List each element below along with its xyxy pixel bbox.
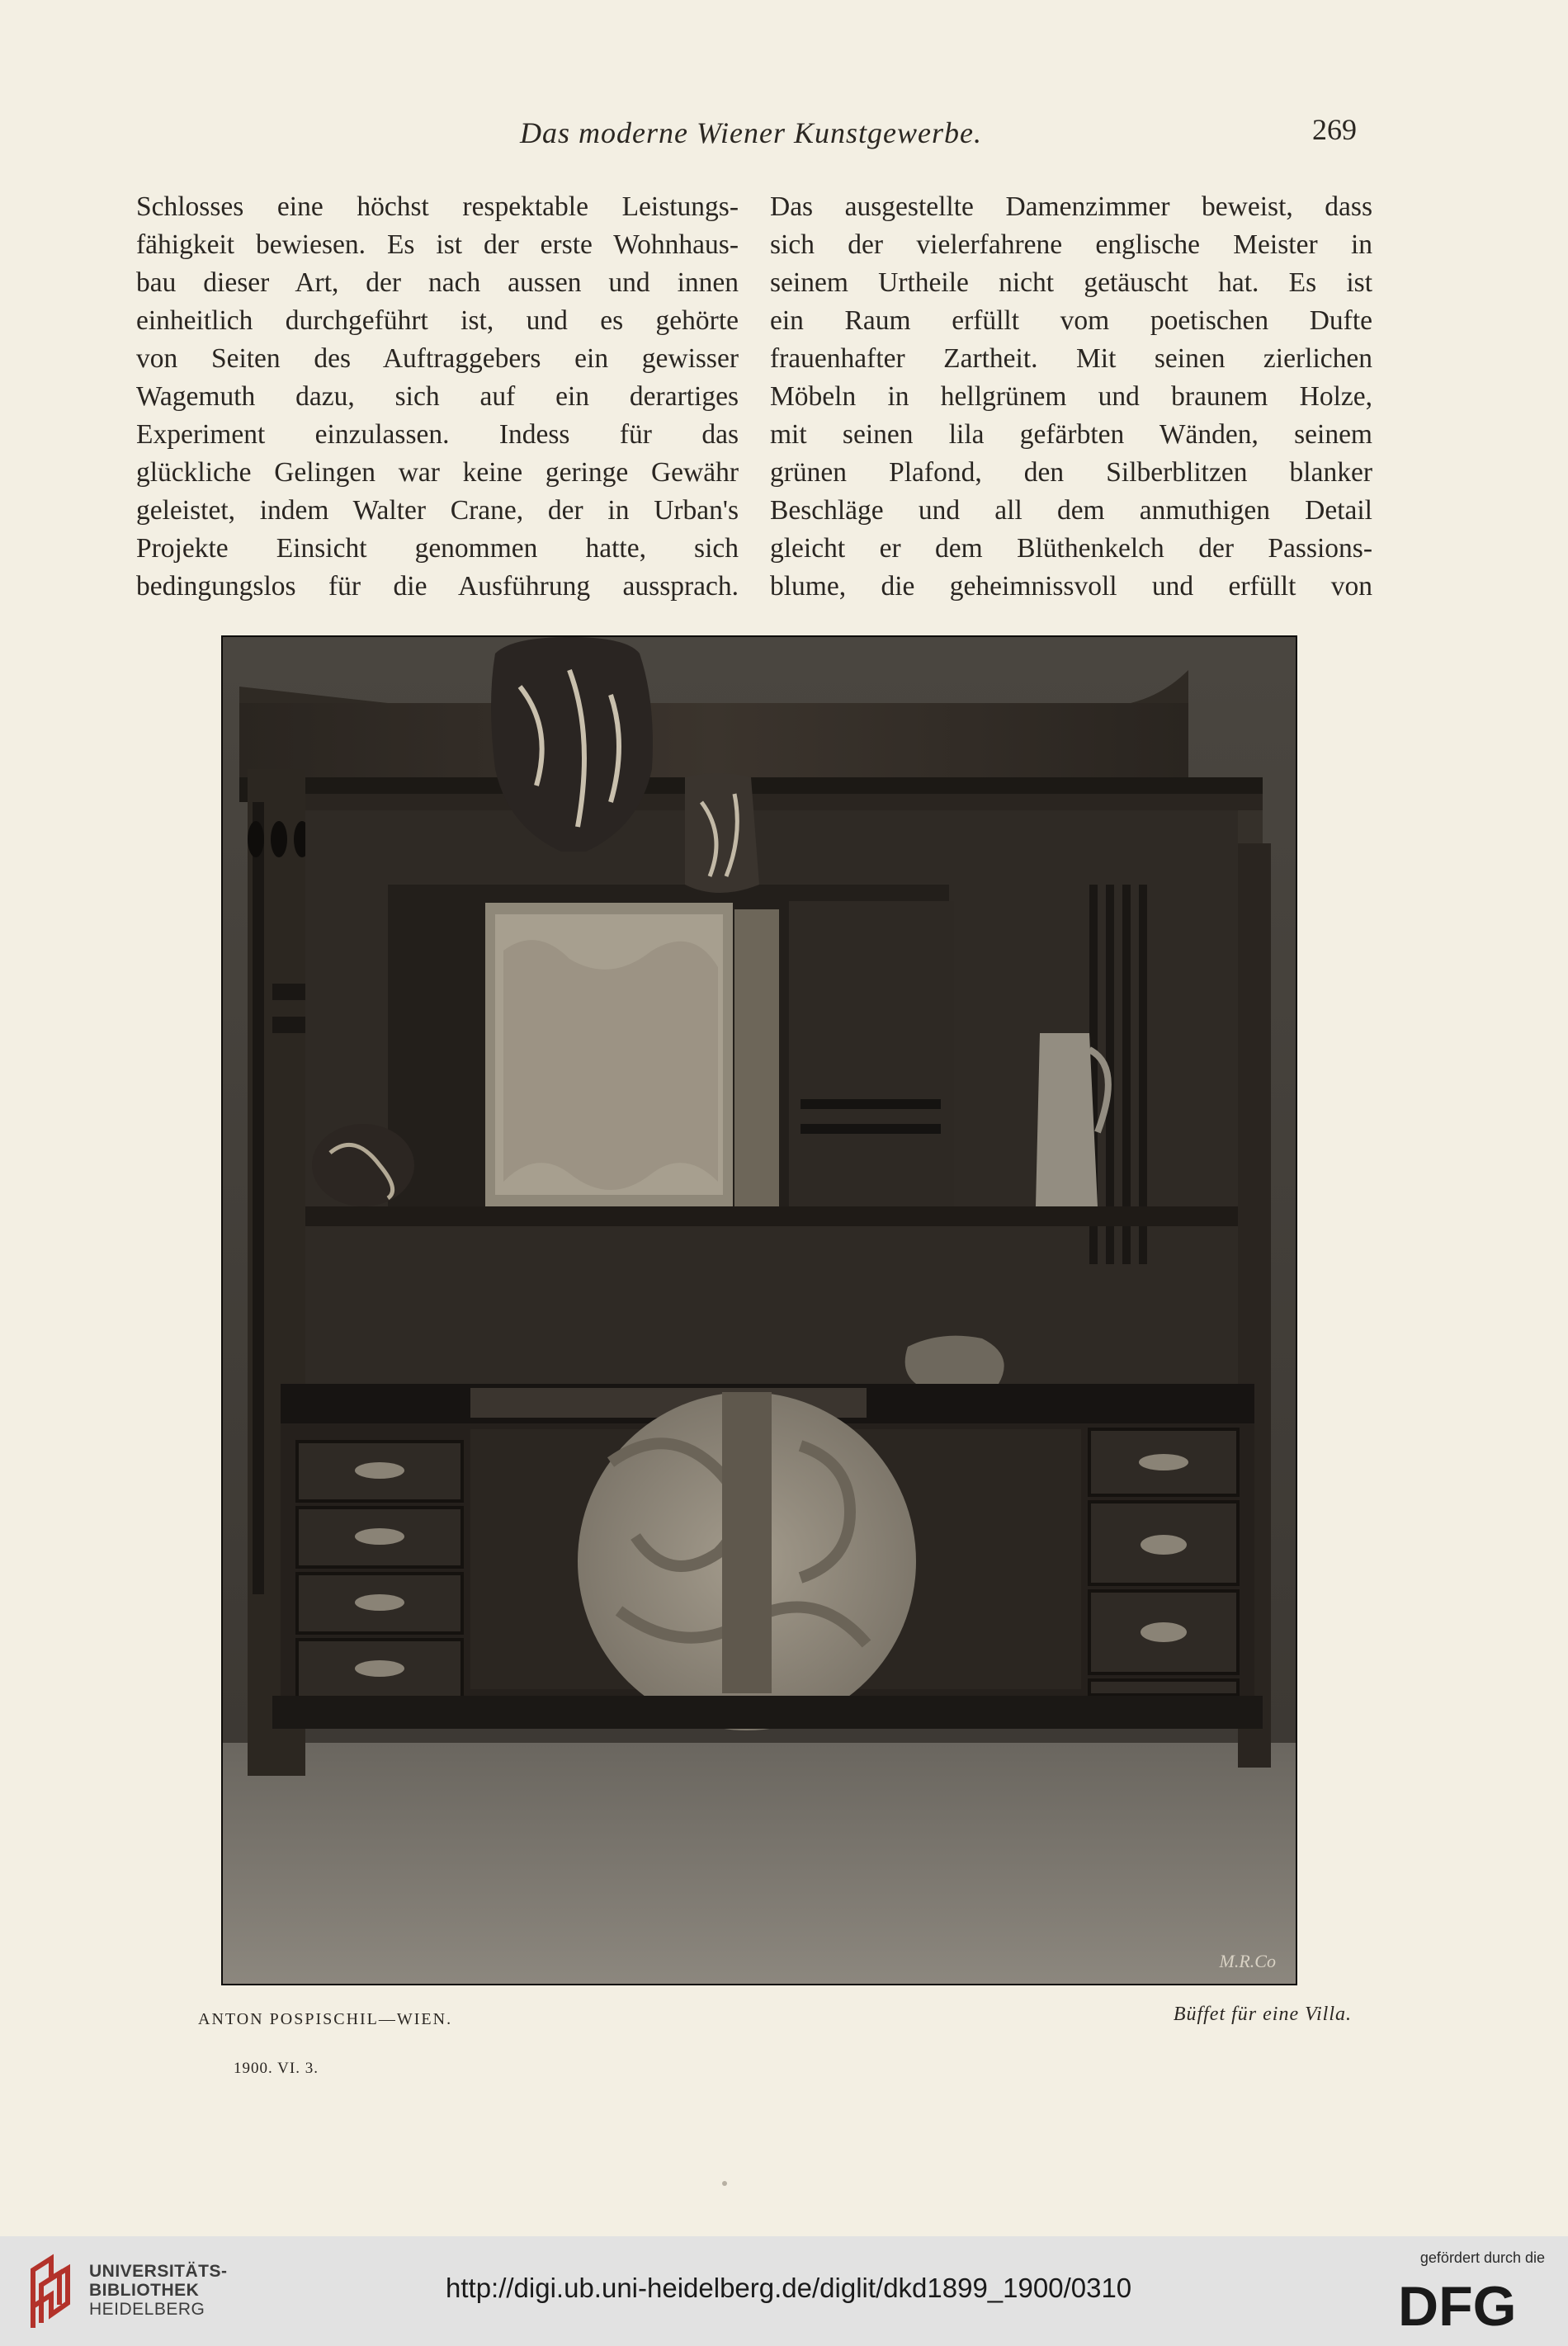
text-line: sich der vielerfahrene englische Meister in bbox=[770, 229, 1372, 260]
text-line: bedingungslos für die Ausführung aussprach. bbox=[136, 571, 739, 602]
text-line: Beschläge und all dem anmuthigen Detail bbox=[770, 495, 1372, 526]
text-line: einheitlich durchgeführt ist, und es gehörte bbox=[136, 305, 739, 336]
right-drawers bbox=[1089, 1429, 1238, 1695]
text-line: gleicht er dem Blüthenkelch der Passions- bbox=[770, 533, 1372, 564]
university-logo-icon bbox=[28, 2254, 81, 2333]
text-line: geleistet, indem Walter Crane, der in Urban's bbox=[136, 495, 739, 526]
institution-name bbox=[89, 2262, 228, 2319]
digital-library-footer bbox=[0, 2236, 1568, 2346]
text-line: frauenhafter Zartheit. Mit seinen zierlichen bbox=[770, 343, 1372, 374]
buffet-photograph bbox=[221, 635, 1297, 1985]
funded-by-label: gefördert durch die bbox=[1419, 2249, 1545, 2266]
text-line: Schlosses eine höchst respektable Leistungs- bbox=[136, 191, 739, 222]
page-number: 269 bbox=[1312, 113, 1357, 146]
left-text-column bbox=[136, 188, 739, 606]
right-text-column bbox=[770, 188, 1372, 606]
institution-line: BIBLIOTHEK bbox=[89, 2281, 200, 2300]
text-line: Möbeln in hellgrünem und braunem Holze, bbox=[770, 381, 1372, 412]
text-line: mit seinen lila gefärbten Wänden, seinem bbox=[770, 419, 1372, 450]
text-line: Experiment einzulassen. Indess für das bbox=[136, 419, 739, 450]
text-line: fähigkeit bewiesen. Es ist der erste Wohnhaus- bbox=[136, 229, 739, 260]
text-line: bau dieser Art, der nach aussen und innen bbox=[136, 267, 739, 298]
permalink-url[interactable]: http://digi.ub.uni-heidelberg.de/diglit/dkd1899_1900/0310 bbox=[446, 2273, 1132, 2303]
text-line: grünen Plafond, den Silberblitzen blanker bbox=[770, 457, 1372, 488]
text-line: seinem Urtheile nicht getäuscht hat. Es ist bbox=[770, 267, 1372, 298]
institution-line: UNIVERSITÄTS- bbox=[89, 2262, 228, 2281]
institution-line: HEIDELBERG bbox=[89, 2300, 205, 2319]
text-line: blume, die geheimnissvoll und erfüllt von bbox=[770, 571, 1372, 602]
caption-title: Büffet für eine Villa. bbox=[1173, 2004, 1352, 2025]
text-line: Wagemuth dazu, sich auf ein derartiges bbox=[136, 381, 739, 412]
page-speck bbox=[722, 2181, 727, 2186]
sheet-signature: 1900. VI. 3. bbox=[234, 2060, 319, 2077]
text-line: von Seiten des Auftraggebers ein gewisser bbox=[136, 343, 739, 374]
text-line: glückliche Gelingen war keine geringe Gewähr bbox=[136, 457, 739, 488]
plate-monogram: M.R.Co bbox=[1219, 1951, 1276, 1971]
text-line: Das ausgestellte Damenzimmer beweist, dass bbox=[770, 191, 1372, 222]
caption-maker: ANTON POSPISCHIL—WIEN. bbox=[198, 2010, 453, 2028]
dfg-logo-text: DFG bbox=[1398, 2278, 1517, 2332]
dfg-logo-icon bbox=[1398, 2278, 1545, 2332]
running-head: Das moderne Wiener Kunstgewerbe. bbox=[520, 116, 982, 149]
text-line: ein Raum erfüllt vom poetischen Dufte bbox=[770, 305, 1372, 336]
buffet-illustration bbox=[223, 637, 1296, 1984]
text-line: Projekte Einsicht genommen hatte, sich bbox=[136, 533, 739, 564]
